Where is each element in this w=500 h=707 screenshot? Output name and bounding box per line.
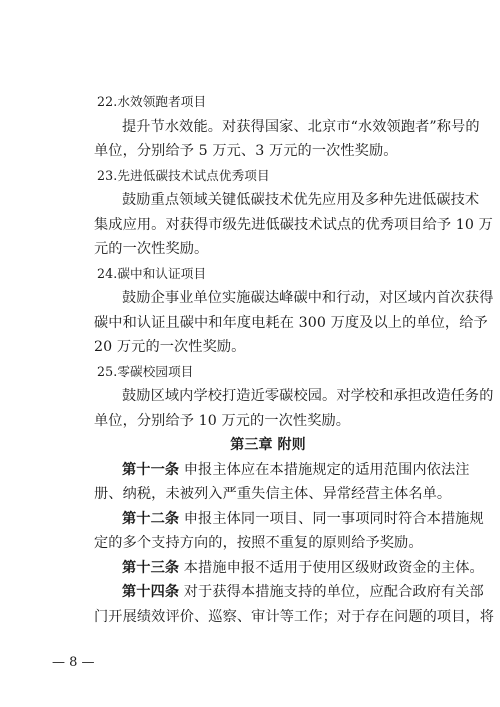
article-label: 第十二条	[122, 510, 180, 527]
paragraph-line: 鼓励区域内学校打造近零碳校园。对学校和承担改造任务的	[122, 388, 494, 404]
article-label: 第十三条	[122, 559, 180, 576]
article-12	[94, 507, 484, 532]
article-text: 本措施申报不适用于使用区级财政资金的主体。	[179, 559, 484, 576]
paragraph-line: 提升节水效能。对获得国家、北京市“水效领跑者”称号的	[122, 118, 480, 135]
paragraph-line: 单位，分别给予 10 万元的一次性奖励。	[94, 412, 351, 429]
item-heading-25: 25.零碳校园项目	[97, 363, 194, 379]
paragraph-line: 鼓励重点领域关键低碳技术优先应用及多种先进低碳技术	[122, 192, 480, 208]
paragraph-line: 单位，分别给予 5 万元、3 万元的一次性奖励。	[94, 143, 398, 159]
article-label: 第十四条	[122, 584, 180, 600]
paragraph-line: 集成应用。对获得市级先进低碳技术试点的优秀项目给予 10 万	[94, 216, 493, 233]
item-heading-24: 24.碳中和认证项目	[97, 265, 207, 281]
article-13	[94, 556, 484, 581]
page-number: — 8 —	[52, 655, 95, 670]
article-12-continued: 定的多个支持方向的，按照不重复的原则给予奖励。	[94, 535, 423, 551]
article-11-continued: 册、纳税，未被列入严重失信主体、异常经营主体名单。	[94, 486, 452, 502]
article-text: 对于获得本措施支持的单位，应配合政府有关部	[179, 584, 484, 600]
article-text: 申报主体同一项目、同一事项同时符合本措施规	[179, 510, 484, 527]
article-11	[94, 458, 470, 483]
paragraph-line: 元的一次性奖励。	[94, 241, 209, 257]
chapter-title: 第三章 附则	[230, 437, 306, 453]
article-label: 第十一条	[122, 461, 180, 478]
article-14-continued: 门开展绩效评价、巡察、审计等工作；对于存在问题的项目，将	[94, 608, 495, 625]
paragraph-line: 鼓励企事业单位实施碳达峰碳中和行动，对区域内首次获得	[122, 290, 494, 306]
paragraph-line: 碳中和认证且碳中和年度电耗在 300 万度及以上的单位，给予	[94, 314, 488, 331]
document-body	[94, 90, 495, 629]
item-heading-23: 23.先进低碳技术试点优秀项目	[97, 167, 270, 183]
paragraph-line: 20 万元的一次性奖励。	[94, 339, 246, 355]
article-text: 申报主体应在本措施规定的适用范围内依法注	[179, 461, 470, 478]
article-14	[94, 580, 484, 605]
item-heading-22: 22.水效领跑者项目	[97, 94, 207, 109]
